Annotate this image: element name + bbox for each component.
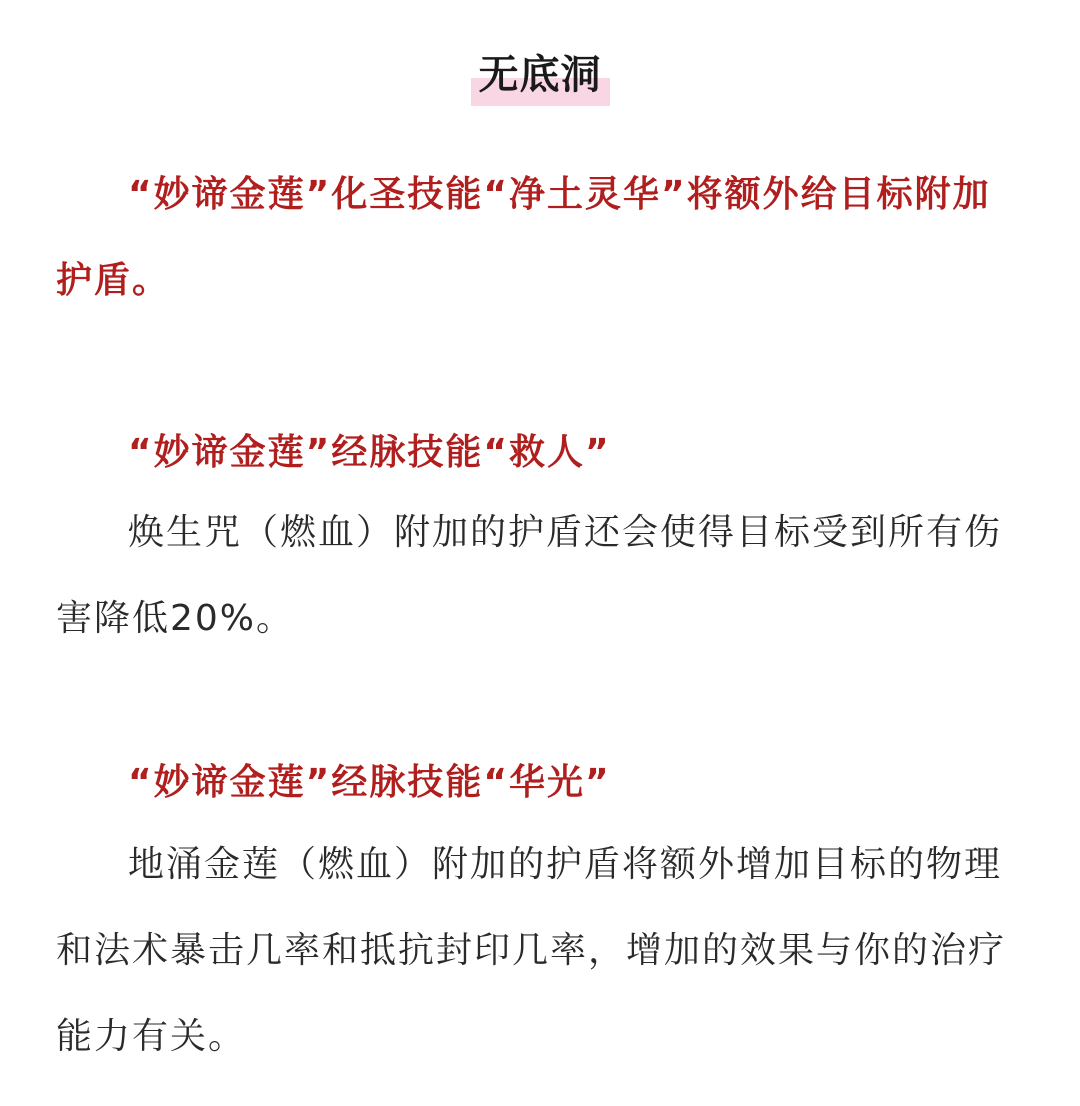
section-heading-jingtu-linghua: “妙谛金莲”化圣技能“净土灵华”将额外给目标附加护盾。: [56, 174, 991, 301]
section-body-jiuren: 焕生咒（燃血）附加的护盾还会使得目标受到所有伤害降低20%。: [56, 512, 1003, 639]
page-title: 无底洞: [471, 48, 610, 106]
section-heading-jiuren: “妙谛金莲”经脉技能“救人”: [128, 432, 611, 473]
section-heading-huaguang: “妙谛金莲”经脉技能“华光”: [128, 762, 611, 803]
title-container: [0, 48, 1080, 106]
section-body-huaguang: 地涌金莲（燃血）附加的护盾将额外增加目标的物理和法术暴击几率和抵抗封印几率，增加的效果与你的治疗能力有关。: [56, 844, 1007, 1057]
